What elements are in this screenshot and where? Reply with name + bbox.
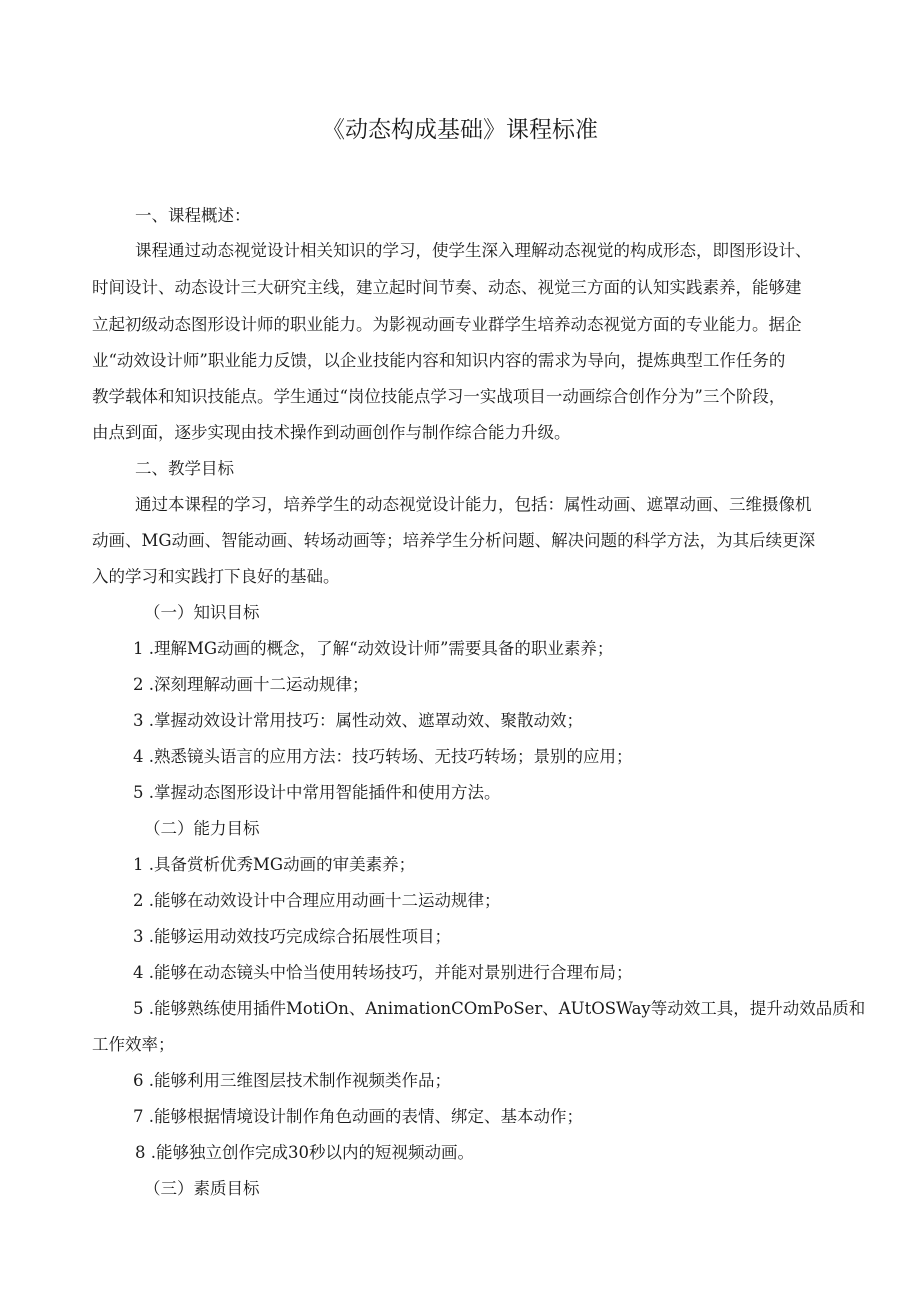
paragraph-line: 业“动效设计师”职业能力反馈，以企业技能内容和知识内容的需求为导向，提炼典型工作任务的: [92, 351, 786, 370]
list-item: 1 .具备赏析优秀MG动画的审美素养；: [133, 855, 416, 874]
list-item: 5 .能够熟练使用插件MotiOn、AnimationCOmPoSer、AUtOSWay等动效工具，提升动效品质和: [133, 999, 866, 1018]
list-item: 5 .掌握动态图形设计中常用智能插件和使用方法。: [133, 783, 501, 802]
list-item: 3 .掌握动效设计常用技巧：属性动效、遮罩动效、聚散动效；: [133, 711, 583, 730]
subsection-heading-quality: （三）素质目标: [144, 1179, 260, 1198]
paragraph-line: 由点到面，逐步实现由技术操作到动画创作与制作综合能力升级。: [92, 423, 571, 442]
paragraph-line: 教学载体和知识技能点。学生通过“岗位技能点学习一实战项目一动画综合创作分为”三个阶段，: [92, 387, 786, 406]
paragraph-line: 立起初级动态图形设计师的职业能力。为影视动画专业群学生培养动态视觉方面的专业能力。据企: [92, 315, 802, 334]
list-item-continuation: 工作效率；: [92, 1035, 175, 1054]
paragraph-line: 入的学习和实践打下良好的基础。: [92, 567, 340, 586]
list-item: 1 .理解MG动画的概念，了解“动效设计师”需要具备的职业素养；: [133, 639, 614, 658]
list-item: 2 .深刻理解动画十二运动规律；: [133, 675, 369, 694]
list-item: 2 .能够在动效设计中合理应用动画十二运动规律；: [133, 891, 501, 910]
list-item: 4 .熟悉镜头语言的应用方法：技巧转场、无技巧转场；景别的应用；: [133, 747, 633, 766]
list-item: 6 .能够利用三维图层技术制作视频类作品；: [133, 1071, 451, 1090]
subsection-heading-knowledge: （一）知识目标: [144, 603, 260, 622]
paragraph-line: 通过本课程的学习，培养学生的动态视觉设计能力，包括：属性动画、遮罩动画、三维摄像机: [135, 495, 812, 514]
subsection-heading-ability: （二）能力目标: [144, 819, 260, 838]
section-heading-objectives: 二、教学目标: [135, 459, 234, 478]
list-item: 7 .能够根据情境设计制作角色动画的表情、绑定、基本动作；: [133, 1107, 583, 1126]
paragraph-line: 时间设计、动态设计三大研究主线，建立起时间节奏、动态、视觉三方面的认知实践素养，能够建: [92, 278, 802, 297]
paragraph-line: 动画、MG动画、智能动画、转场动画等；培养学生分析问题、解决问题的科学方法，为其后续更深: [92, 531, 816, 550]
list-item: 3 .能够运用动效技巧完成综合拓展性项目；: [133, 927, 451, 946]
list-item: 8 .能够独立创作完成30秒以内的短视频动画。: [135, 1143, 474, 1162]
document-title: 《动态构成基础》课程标准: [322, 117, 598, 143]
paragraph-line: 课程通过动态视觉设计相关知识的学习，使学生深入理解动态视觉的构成形态，即图形设计、: [135, 241, 812, 260]
section-heading-overview: 一、课程概述：: [135, 206, 251, 225]
list-item: 4 .能够在动态镜头中恰当使用转场技巧，并能对景别进行合理布局；: [133, 963, 633, 982]
